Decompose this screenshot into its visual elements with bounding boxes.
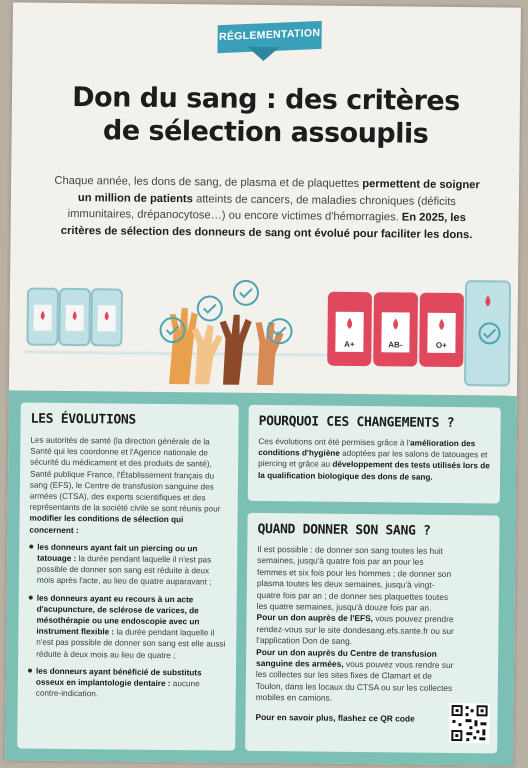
evolutions-list — [28, 541, 228, 701]
list-item — [28, 592, 227, 661]
quand-qr-text — [255, 712, 453, 725]
quand-efs — [256, 612, 454, 648]
quand-body — [255, 544, 455, 725]
intro-text-2: atteints de cancers, de maladies chroniques (déficits immunitaires, drépanocytose…) ou encore victimes d'hémorragies. — [67, 192, 457, 224]
item-1-text: la durée pendant laquelle il n'est pas possible de donner son sang est réduite à deux mois après l'acte, au lieu de quatre auparavant ; — [36, 554, 212, 587]
quand-text-2: vous pouvez prendre rendez-vous sur le site dondesang.efs.sante.fr ou sur l'application Don de sang. — [256, 613, 454, 647]
blood-label-3: O+ — [435, 340, 447, 350]
list-item — [29, 541, 227, 588]
pourquoi-card — [248, 405, 501, 504]
pourquoi-text — [258, 436, 490, 483]
item-2-bold: les donneurs ayant eu recours à un acte d'acupuncture, de sclérose de varices, de mésothérapie ou une endoscopie avec un instrument flexible : — [36, 593, 200, 637]
item-3-text: aucune contre-indication. — [35, 679, 200, 699]
qr-code-icon[interactable] — [449, 703, 489, 743]
evolutions-intro-text: Les autorités de santé (la direction générale de la Santé qui les coordonne et l'Agence nationale de sécurité du médicament et des produits de santé), Santé publique France, l'Établissement français du sang (EFS), le Centre de transfusion sanguine des armées (CTSA), des experts scientifiques et des représentants de la société civile se sont réunis pour — [29, 435, 221, 514]
quand-ctsa — [256, 647, 455, 706]
blood-label-1: A+ — [344, 339, 355, 349]
article-intro — [47, 173, 488, 244]
evolutions-card — [17, 402, 239, 750]
evolutions-intro — [29, 435, 228, 538]
item-1-bold: les donneurs ayant fait un piercing ou un tatouage : — [37, 542, 198, 564]
pourquoi-text-1: Ces évolutions ont été permises grâce à l' — [258, 436, 411, 448]
quand-bold-3: Pour en savoir plus, flashez ce QR code — [255, 711, 415, 724]
evolutions-title: LES ÉVOLUTIONS — [30, 411, 137, 428]
quand-text-1: Il est possible : de donner son sang toutes les huit semaines, jusqu'à quatre fois par an pour les femmes et six fois pour les hommes ; de donner son plasma toutes les deux semaines, jusqu'à vingt-quatre fois par an ; de donner ses plaquettes toutes les quatre semaines, jusqu'à douze fois par an. — [256, 543, 452, 613]
quand-text-3: vous pouvez vous rendre sur les collectes sur les sites fixes de Clamart et de Toulon, dans les locaux du CTSA ou sur les collectes mobiles en camions. — [255, 658, 454, 704]
ribbon-label: RÉGLEMENTATION — [218, 26, 321, 44]
intro-text-1: Chaque année, les dons de sang, de plasma et de plaquettes — [54, 174, 363, 191]
info-section — [5, 390, 517, 765]
pourquoi-title: POURQUOI CES CHANGEMENTS ? — [258, 413, 455, 432]
quand-title: QUAND DONNER SON SANG ? — [257, 521, 431, 539]
pourquoi-bold-2: développement des tests utilisés lors de la qualification biologique des dons de sang. — [257, 460, 490, 482]
evolutions-intro-bold: modifier les conditions de sélection qui concernent : — [29, 513, 184, 535]
tablet-device — [465, 281, 510, 385]
quand-bold-2: Pour un don auprès du Centre de transfusion sanguine des armées, — [256, 646, 437, 669]
magazine-page — [5, 2, 521, 765]
intro-bold-1: permettent de soigner un million de patients — [77, 178, 480, 205]
quand-bold-1: Pour un don auprès de l'EFS, — [256, 612, 374, 624]
title-line-2: de sélection assouplis — [102, 115, 429, 150]
blood-label-2: AB- — [388, 340, 403, 350]
ribbon-tail — [247, 47, 279, 61]
item-3-bold: les donneurs ayant bénéficié de substituts osseux en implantologie dentaire : — [35, 666, 202, 689]
blood-donation-illustration — [9, 270, 518, 393]
pourquoi-bold-1: amélioration des conditions d'hygiène — [258, 438, 476, 459]
article-title — [29, 81, 502, 152]
section-ribbon — [217, 19, 321, 60]
pourquoi-text-2: adoptées par les salons de tatouages et piercing et grâce au — [258, 449, 488, 470]
list-item — [28, 665, 226, 701]
intro-bold-2: En 2025, les critères de sélection des donneurs de sang ont évolué pour faciliter les dons. — [60, 211, 473, 241]
item-2-text: la durée pendant laquelle il n'est pas possible de donner son sang est elle aussi réduite à deux mois au lieu de quatre ; — [36, 627, 226, 660]
quand-card — [245, 513, 499, 754]
right-blood-bags — [327, 292, 464, 367]
title-line-1: Don du sang : des critères — [72, 81, 460, 118]
raised-hands — [160, 280, 292, 385]
